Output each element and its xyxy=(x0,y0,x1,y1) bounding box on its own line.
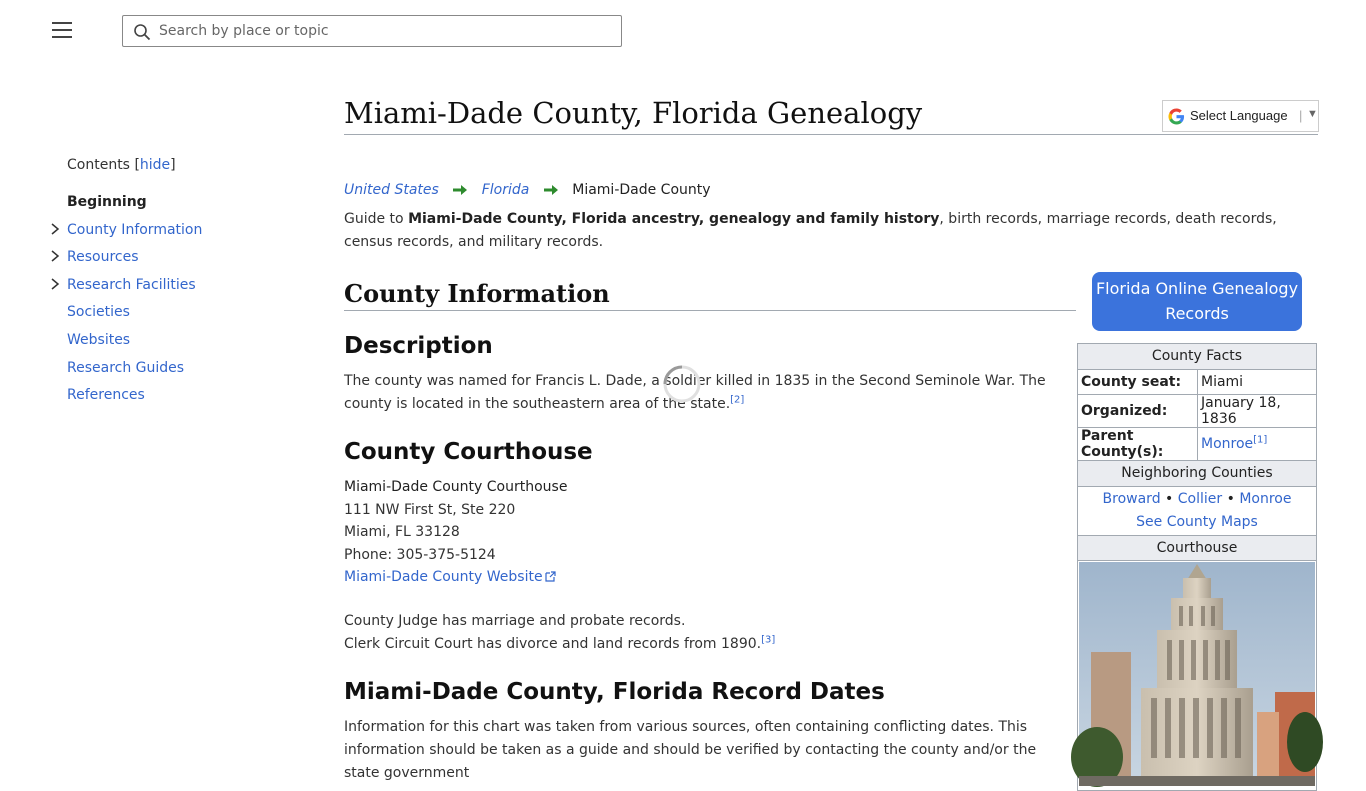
toc-item-research-guides[interactable] xyxy=(67,358,307,386)
neighbor-broward-link[interactable]: Broward xyxy=(1102,490,1161,507)
toc-hide-link[interactable]: [hide] xyxy=(134,157,176,173)
intro-bold: Miami-Dade County, Florida ancestry, genealogy and family history xyxy=(408,211,940,227)
toc-item-label[interactable]: Resources xyxy=(67,249,139,266)
toc-item-beginning[interactable]: Beginning xyxy=(67,194,147,210)
courthouse-phone: Phone: 305-375-5124 xyxy=(344,546,496,563)
toc-item-websites[interactable] xyxy=(67,330,307,358)
reference-link[interactable]: [2] xyxy=(730,394,745,406)
top-bar xyxy=(0,0,1366,62)
chevron-right-icon[interactable] xyxy=(50,277,60,291)
toc-item-label[interactable]: Websites xyxy=(67,331,131,348)
description-heading: Description xyxy=(344,333,493,359)
courthouse-city: Miami, FL 33128 xyxy=(344,524,460,540)
parent-county-link[interactable]: Monroe xyxy=(1201,436,1254,452)
courthouse-heading: County Courthouse xyxy=(344,439,593,465)
neighbor-monroe-link[interactable]: Monroe xyxy=(1239,490,1292,507)
courthouse-street: 111 NW First St, Ste 220 xyxy=(344,501,516,518)
breadcrumb-united-states[interactable]: United States xyxy=(344,182,439,198)
neighbor-collier-link[interactable]: Collier xyxy=(1177,490,1223,507)
arrow-right-icon xyxy=(453,185,467,195)
parent-county-label xyxy=(1078,428,1198,461)
county-maps-link[interactable]: See County Maps xyxy=(1136,513,1258,530)
toc-item-label[interactable]: References xyxy=(67,387,145,404)
record-dates-text: Information for this chart was taken from various sources, often containing conflicting dates. This information should be taken as a guide and should be verified by contacting the county and/or the state government xyxy=(344,719,1037,781)
neighboring-counties-title: Neighboring Counties xyxy=(1078,461,1317,487)
intro-paragraph xyxy=(344,208,1304,254)
courthouse-name: Miami-Dade County Courthouse xyxy=(344,479,568,495)
page-title: Miami-Dade County, Florida Genealogy xyxy=(344,96,1318,135)
toc-label: Contents xyxy=(67,157,130,173)
loading-spinner-icon xyxy=(662,364,702,404)
toc-item-label[interactable]: County Information xyxy=(67,221,203,238)
toc-item-resources[interactable] xyxy=(67,247,307,275)
county-facts-title: County Facts xyxy=(1078,344,1317,370)
chevron-right-icon[interactable] xyxy=(50,222,60,236)
arrow-right-icon xyxy=(544,185,558,195)
divider: | xyxy=(1299,108,1303,123)
reference-link[interactable]: [1] xyxy=(1253,434,1268,446)
label-text: Organized: xyxy=(1081,403,1168,419)
judge-text: County Judge has marriage and probate records. xyxy=(344,613,686,629)
clerk-text-row xyxy=(344,633,1069,656)
search-box[interactable] xyxy=(122,15,622,47)
menu-icon[interactable] xyxy=(52,22,74,40)
toc-item-research-facilities[interactable] xyxy=(67,275,307,303)
courthouse-website-link[interactable]: Miami-Dade County Website xyxy=(344,569,543,585)
label-text: Parent County(s): xyxy=(1081,428,1164,460)
search-input[interactable] xyxy=(159,20,609,42)
toc-item-label[interactable]: Research Guides xyxy=(67,359,185,376)
breadcrumb-florida[interactable]: Florida xyxy=(481,182,530,198)
language-select-label: Select Language xyxy=(1190,108,1288,123)
intro-prefix: Guide to xyxy=(344,211,409,227)
courthouse-photo-cell xyxy=(1078,561,1317,791)
courthouse-website-row xyxy=(344,566,1069,589)
separator: • xyxy=(1222,490,1240,507)
neighboring-counties-list xyxy=(1078,486,1317,535)
language-select[interactable] xyxy=(1162,100,1319,132)
chevron-right-icon[interactable] xyxy=(50,249,60,263)
external-link-icon[interactable] xyxy=(545,571,556,582)
courthouse-title: Courthouse xyxy=(1078,535,1317,561)
intro-suffix: , birth records, marriage records, death records, census records, and military records. xyxy=(344,211,1277,250)
toc-header xyxy=(67,157,307,173)
label-text: County seat: xyxy=(1081,373,1182,390)
county-facts-table xyxy=(1077,343,1317,791)
separator: • xyxy=(1160,490,1178,507)
county-information-heading: County Information xyxy=(344,279,1076,311)
dropdown-arrow-icon[interactable]: ▼ xyxy=(1307,108,1318,120)
toc-item-references[interactable] xyxy=(67,385,307,413)
toc-item-societies[interactable] xyxy=(67,302,307,330)
courthouse-address xyxy=(344,476,1069,589)
search-icon xyxy=(133,23,151,41)
florida-online-records-button[interactable]: Florida Online Genealogy Records xyxy=(1092,272,1302,331)
records-note xyxy=(344,610,1069,656)
record-dates-heading: Miami-Dade County, Florida Record Dates xyxy=(344,679,885,705)
reference-link[interactable]: [3] xyxy=(761,634,776,646)
description-text xyxy=(344,370,1069,416)
toc-item-county-information[interactable] xyxy=(67,220,307,248)
county-seat-label xyxy=(1078,369,1198,395)
courthouse-photo[interactable] xyxy=(1079,562,1315,786)
parent-county-value xyxy=(1198,428,1317,461)
description-body: The county was named for Francis L. Dade, a soldier killed in 1835 in the Second Seminole War. The county is located in the southeastern area of the state. xyxy=(344,373,1046,412)
toc-item-label[interactable]: Societies xyxy=(67,304,130,321)
breadcrumb-current: Miami-Dade County xyxy=(572,182,711,198)
clerk-text: Clerk Circuit Court has divorce and land records from 1890. xyxy=(344,636,762,652)
organized-value: January 18, 1836 xyxy=(1198,395,1317,428)
toc-list xyxy=(67,192,307,413)
table-of-contents xyxy=(67,157,307,413)
breadcrumb xyxy=(344,182,711,198)
county-seat-value: Miami xyxy=(1198,369,1317,395)
google-icon xyxy=(1168,108,1185,125)
organized-label xyxy=(1078,395,1198,428)
toc-item-label[interactable]: Research Facilities xyxy=(67,276,196,293)
